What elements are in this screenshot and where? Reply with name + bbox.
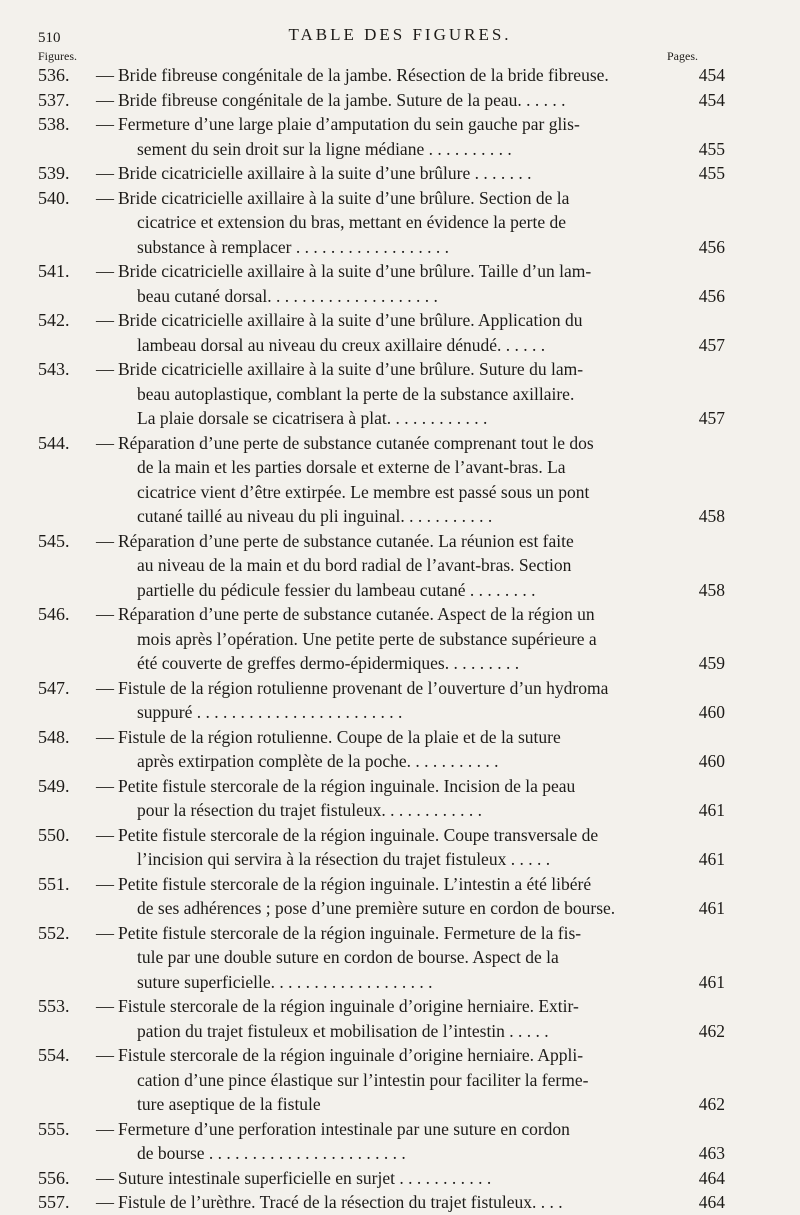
figure-number: 549.: [38, 775, 70, 796]
column-heading-pages: Pages.: [667, 49, 698, 63]
caption-first-line: Fistule de la région rotulienne. Coupe de la plaie et de la suture: [118, 726, 561, 747]
caption-first-line: Bride fibreuse congénitale de la jambe. Suture de la peau. . . . . .: [118, 89, 566, 110]
caption-continuation-line: beau autoplastique, comblant la perte de la substance axillaire.: [137, 383, 575, 404]
caption-first-line: Fermeture d’une perforation intestinale par une suture en cordon: [118, 1118, 570, 1139]
caption-first-line: Bride fibreuse congénitale de la jambe. Résection de la bride fibreuse.: [118, 65, 609, 85]
figure-caption: [118, 63, 653, 88]
figure-caption: [118, 112, 653, 161]
figure-caption: [118, 994, 653, 1043]
figure-caption: [118, 259, 653, 308]
figure-number: 547.: [38, 677, 70, 698]
figure-number: 550.: [38, 824, 70, 845]
caption-continuation-line: été couverte de greffes dermo-épidermiques. . . . . . . . .: [137, 653, 520, 673]
figure-entry: [38, 676, 738, 725]
caption-continuation-line: l’incision qui servira à la résection du trajet fistuleux . . . . .: [137, 849, 551, 869]
entry-dash: —: [96, 530, 114, 551]
figure-caption: [118, 872, 653, 921]
figure-caption: [118, 161, 653, 186]
caption-first-line: Réparation d’une perte de substance cutanée comprenant tout le dos: [118, 432, 594, 453]
page-reference: 458: [698, 506, 725, 526]
caption-continuation-line: de la main et les parties dorsale et externe de l’avant-bras. La: [137, 457, 566, 477]
figure-caption: [118, 1043, 653, 1117]
entry-dash: —: [96, 726, 114, 747]
figure-entry: [38, 431, 738, 529]
caption-continuation-line: suppuré . . . . . . . . . . . . . . . . . . . . . . . .: [137, 702, 403, 722]
figure-number: 554.: [38, 1045, 70, 1065]
caption-first-line: Petite fistule stercorale de la région inguinale. L’intestin a été libéré: [118, 873, 592, 894]
figure-caption: [118, 602, 653, 676]
figure-number: 545.: [38, 530, 70, 551]
figure-entry: [38, 1166, 738, 1191]
page-reference: 460: [698, 751, 725, 771]
figure-number: 536.: [38, 65, 70, 85]
caption-first-line: Suture intestinale superficielle en surjet . . . . . . . . . . .: [118, 1167, 492, 1188]
figure-entry: [38, 308, 738, 357]
figure-number: 551.: [38, 873, 70, 894]
entry-dash: —: [96, 1192, 114, 1212]
figure-entry: [38, 1043, 738, 1117]
entry-dash: —: [96, 310, 114, 330]
caption-continuation-line: suture superficielle. . . . . . . . . . . . . . . . . . .: [137, 971, 433, 992]
entry-dash: —: [96, 114, 114, 134]
figure-caption: [118, 921, 653, 995]
caption-continuation-line: cicatrice et extension du bras, mettant en évidence la perte de: [137, 212, 567, 232]
column-heading-figures: Figures.: [38, 49, 77, 63]
figure-entry: [38, 602, 738, 676]
page-reference: 460: [698, 702, 725, 722]
entry-dash: —: [96, 432, 114, 453]
page-reference: 461: [698, 849, 725, 869]
page-reference: 457: [698, 408, 725, 428]
caption-continuation-line: ture aseptique de la fistule: [137, 1094, 321, 1114]
figure-entry: [38, 357, 738, 431]
page-number: 510: [38, 30, 61, 46]
entry-dash: —: [96, 996, 114, 1016]
figure-number: 557.: [38, 1192, 70, 1212]
figure-entry: [38, 259, 738, 308]
caption-first-line: Fistule de la région rotulienne provenant de l’ouverture d’un hydroma: [118, 677, 609, 698]
caption-first-line: Bride cicatricielle axillaire à la suite d’une brûlure. Section de la: [118, 187, 570, 208]
caption-continuation-line: tule par une double suture en cordon de bourse. Aspect de la: [137, 947, 559, 967]
page-reference: 455: [698, 163, 725, 183]
page-reference: 455: [698, 138, 725, 159]
page-reference: 459: [698, 653, 725, 673]
figure-entry: [38, 1117, 738, 1166]
figure-number: 541.: [38, 261, 70, 281]
figure-entry: [38, 921, 738, 995]
figure-entry: [38, 823, 738, 872]
figure-caption: [118, 823, 653, 872]
figure-number: 548.: [38, 726, 70, 747]
entry-dash: —: [96, 261, 114, 281]
caption-first-line: Fistule stercorale de la région inguinale d’origine herniaire. Extir-: [118, 996, 579, 1016]
entry-dash: —: [96, 677, 114, 698]
caption-first-line: Bride cicatricielle axillaire à la suite d’une brûlure. Application du: [118, 310, 583, 330]
caption-first-line: Bride cicatricielle axillaire à la suite d’une brûlure. Taille d’un lam-: [118, 261, 592, 281]
caption-first-line: Petite fistule stercorale de la région inguinale. Coupe transversale de: [118, 824, 599, 845]
page-reference: 456: [698, 285, 725, 306]
page-reference: 454: [698, 89, 725, 110]
entry-dash: —: [96, 873, 114, 894]
figure-entry: [38, 872, 738, 921]
entry-dash: —: [96, 775, 114, 796]
page-reference: 457: [698, 334, 725, 355]
caption-continuation-line: après extirpation complète de la poche. . . . . . . . . . .: [137, 751, 499, 771]
entry-dash: —: [96, 604, 114, 624]
entry-dash: —: [96, 89, 114, 110]
figure-number: 553.: [38, 996, 70, 1016]
figure-caption: [118, 308, 653, 357]
figure-entry: [38, 529, 738, 603]
caption-continuation-line: cicatrice vient d’être extirpée. Le membre est passé sous un pont: [137, 481, 590, 502]
entry-dash: —: [96, 1167, 114, 1188]
page-reference: 454: [698, 65, 725, 85]
caption-first-line: Réparation d’une perte de substance cutanée. La réunion est faite: [118, 530, 574, 551]
page-reference: 461: [698, 971, 725, 992]
figure-caption: [118, 676, 653, 725]
figure-caption: [118, 357, 653, 431]
figure-caption: [118, 88, 653, 113]
figure-entry: [38, 725, 738, 774]
caption-continuation-line: de bourse . . . . . . . . . . . . . . . . . . . . . . .: [137, 1143, 406, 1163]
entry-dash: —: [96, 1045, 114, 1065]
figure-list: [38, 63, 738, 1215]
figure-caption: [118, 725, 653, 774]
caption-first-line: Fistule stercorale de la région inguinale d’origine herniaire. Appli-: [118, 1045, 584, 1065]
caption-continuation-line: lambeau dorsal au niveau du creux axillaire dénudé. . . . . .: [137, 334, 546, 355]
figure-number: 555.: [38, 1118, 70, 1139]
figure-entry: [38, 112, 738, 161]
figure-number: 542.: [38, 310, 70, 330]
caption-continuation-line: au niveau de la main et du bord radial de l’avant-bras. Section: [137, 555, 572, 575]
page-reference: 462: [698, 1020, 725, 1041]
figure-number: 546.: [38, 604, 70, 624]
caption-first-line: Fermeture d’une large plaie d’amputation du sein gauche par glis-: [118, 114, 580, 134]
figure-entry: [38, 186, 738, 260]
running-title: TABLE DES FIGURES.: [288, 25, 512, 44]
caption-first-line: Petite fistule stercorale de la région inguinale. Incision de la peau: [118, 775, 576, 796]
caption-first-line: Bride cicatricielle axillaire à la suite d’une brûlure . . . . . . .: [118, 163, 532, 183]
page-reference: 462: [698, 1094, 725, 1114]
caption-continuation-line: partielle du pédicule fessier du lambeau cutané . . . . . . . .: [137, 579, 536, 600]
caption-first-line: Réparation d’une perte de substance cutanée. Aspect de la région un: [118, 604, 595, 624]
figure-number: 538.: [38, 114, 70, 134]
figure-entry: [38, 994, 738, 1043]
figure-number: 543.: [38, 359, 70, 379]
figure-entry: [38, 161, 738, 186]
page-reference: 463: [698, 1143, 725, 1163]
page-reference: 458: [698, 579, 725, 600]
page-reference: 456: [698, 236, 725, 257]
figure-caption: [118, 774, 653, 823]
figure-caption: [118, 1166, 653, 1191]
figure-number: 537.: [38, 89, 70, 110]
figure-entry: [38, 63, 738, 88]
entry-dash: —: [96, 824, 114, 845]
entry-dash: —: [96, 187, 114, 208]
figure-caption: [118, 186, 653, 260]
caption-continuation-line: pation du trajet fistuleux et mobilisation de l’intestin . . . . .: [137, 1020, 549, 1041]
figure-number: 544.: [38, 432, 70, 453]
figure-caption: [118, 1117, 653, 1166]
caption-continuation-line: substance à remplacer . . . . . . . . . . . . . . . . . .: [137, 236, 450, 257]
entry-dash: —: [96, 922, 114, 943]
entry-dash: —: [96, 1118, 114, 1139]
caption-continuation-line: La plaie dorsale se cicatrisera à plat. . . . . . . . . . . .: [137, 408, 488, 428]
figure-entry: [38, 774, 738, 823]
caption-first-line: Bride cicatricielle axillaire à la suite d’une brûlure. Suture du lam-: [118, 359, 584, 379]
entry-dash: —: [96, 359, 114, 379]
page-reference: 461: [698, 898, 725, 918]
caption-continuation-line: sement du sein droit sur la ligne médiane . . . . . . . . . .: [137, 138, 512, 159]
figure-number: 540.: [38, 187, 70, 208]
entry-dash: —: [96, 65, 114, 85]
page-reference: 461: [698, 800, 725, 820]
caption-continuation-line: cation d’une pince élastique sur l’intestin pour faciliter la ferme-: [137, 1069, 589, 1090]
caption-continuation-line: de ses adhérences ; pose d’une première suture en cordon de bourse.: [137, 898, 616, 918]
caption-first-line: Fistule de l’urèthre. Tracé de la résection du trajet fistuleux. . . .: [118, 1192, 563, 1212]
figure-entry: [38, 1190, 738, 1215]
caption-continuation-line: mois après l’opération. Une petite perte de substance supérieure a: [137, 628, 597, 649]
entry-dash: —: [96, 163, 114, 183]
figure-number: 539.: [38, 163, 70, 183]
figure-number: 552.: [38, 922, 70, 943]
page-reference: 464: [698, 1192, 725, 1212]
caption-continuation-line: beau cutané dorsal. . . . . . . . . . . . . . . . . . . .: [137, 285, 438, 306]
figure-caption: [118, 1190, 653, 1215]
figure-caption: [118, 431, 653, 529]
figure-number: 556.: [38, 1167, 70, 1188]
caption-first-line: Petite fistule stercorale de la région inguinale. Fermeture de la fis-: [118, 922, 582, 943]
figure-caption: [118, 529, 653, 603]
page-reference: 464: [698, 1167, 725, 1188]
caption-continuation-line: pour la résection du trajet fistuleux. . . . . . . . . . . .: [137, 800, 483, 820]
caption-continuation-line: cutané taillé au niveau du pli inguinal. . . . . . . . . . .: [137, 506, 493, 526]
figure-entry: [38, 88, 738, 113]
